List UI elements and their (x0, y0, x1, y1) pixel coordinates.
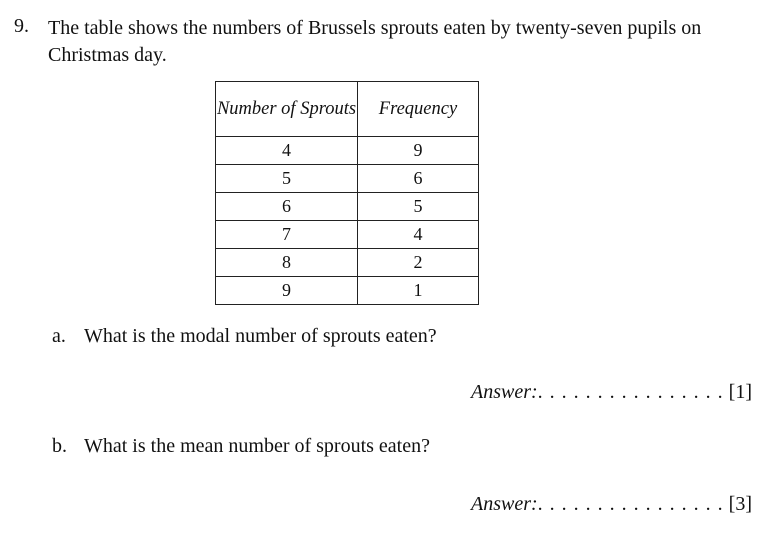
answer-label: Answer: (471, 493, 538, 515)
table-row (216, 277, 479, 305)
header-frequency: Frequency (358, 82, 479, 137)
header-number-of-sprouts: Number of Sprouts (216, 82, 358, 137)
marks: [1] (728, 381, 752, 403)
answer-blank[interactable]: . . . . . . . . . . . . . . . . (537, 381, 724, 403)
cell-frequency: 2 (358, 249, 479, 277)
part-b-label: b. (52, 435, 67, 457)
question-text: The table shows the numbers of Brussels sprouts eaten by twenty-seven pupils on Christmas day. (48, 17, 702, 66)
table-row (216, 193, 479, 221)
cell-frequency: 9 (358, 137, 479, 165)
table-row (216, 249, 479, 277)
question-number: 9. (14, 15, 29, 37)
cell-sprouts: 6 (216, 193, 358, 221)
table-row (216, 221, 479, 249)
cell-sprouts: 5 (216, 165, 358, 193)
frequency-table (215, 81, 479, 305)
cell-frequency: 4 (358, 221, 479, 249)
cell-sprouts: 8 (216, 249, 358, 277)
answer-label: Answer: (471, 381, 538, 403)
table-row (216, 137, 479, 165)
cell-sprouts: 7 (216, 221, 358, 249)
marks: [3] (728, 493, 752, 515)
part-b-answer-line (471, 493, 752, 516)
part-a-label: a. (52, 325, 66, 347)
table-header-row (216, 82, 479, 137)
part-b-question: What is the mean number of sprouts eaten? (84, 435, 430, 457)
cell-frequency: 6 (358, 165, 479, 193)
cell-frequency: 5 (358, 193, 479, 221)
table-row (216, 165, 479, 193)
cell-sprouts: 9 (216, 277, 358, 305)
part-a-question: What is the modal number of sprouts eaten? (84, 325, 437, 347)
cell-sprouts: 4 (216, 137, 358, 165)
cell-frequency: 1 (358, 277, 479, 305)
part-a-answer-line (471, 381, 752, 404)
answer-blank[interactable]: . . . . . . . . . . . . . . . . (537, 493, 724, 515)
